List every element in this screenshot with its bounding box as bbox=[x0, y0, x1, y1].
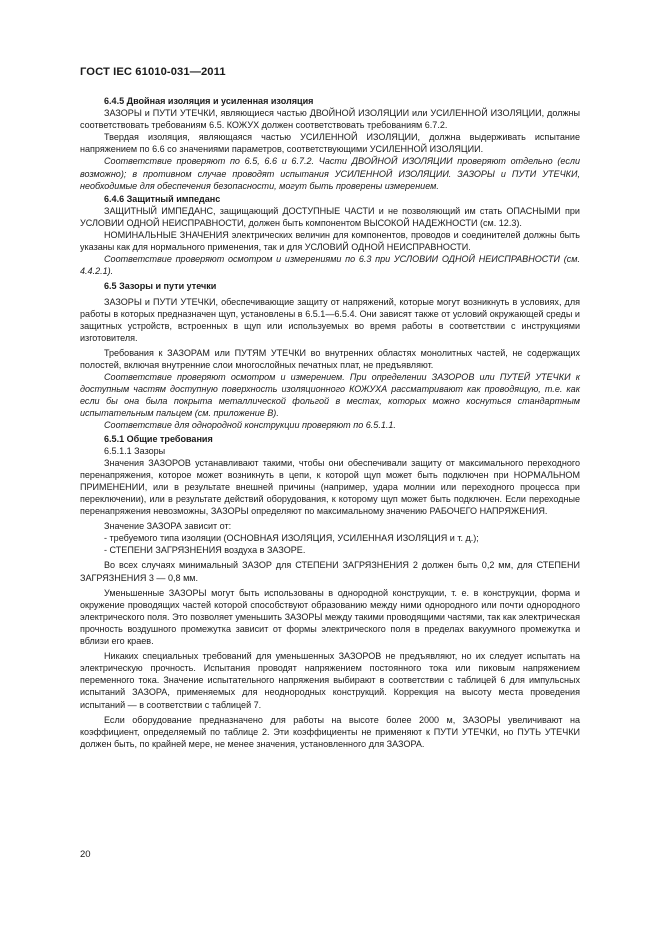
compliance-note: Соответствие проверяют по 6.5, 6.6 и 6.7.2. Части ДВОЙНОЙ ИЗОЛЯЦИИ проверяют отдельно (если возможно); в противном случае проводят испытания УСИЛЕННОЙ ИЗОЛЯЦИИ. ЗАЗОРЫ и ПУТИ УТЕЧКИ, необходимые для обеспечения безопасности, могут быть проверены измерением. bbox=[80, 156, 580, 191]
heading-6-4-6: 6.4.6 Защитный импеданс bbox=[104, 193, 221, 204]
document-body bbox=[80, 94, 580, 750]
heading-6-5: 6.5 Зазоры и пути утечки bbox=[104, 281, 217, 292]
paragraph: Значения ЗАЗОРОВ устанавливают такими, чтобы они обеспечивали защиту от максимального переходного перенапряжения, которое может возникнуть в цепи, к которой щуп может быть подключен при НОРМАЛЬНОМ ПРИМЕНЕНИИ, или в результате внешней причины (например, удара молнии или переходного процесса при переключении), или в результате действий оборудования, к которому щуп может быть подключен. Если переходные перенапряжения невозможны, ЗАЗОРЫ определяют по максимальному значению РАБОЧЕГО НАПРЯЖЕНИЯ. bbox=[80, 457, 580, 517]
compliance-note: Соответствие для однородной конструкции проверяют по 6.5.1.1. bbox=[104, 420, 396, 431]
paragraph: ЗАЗОРЫ и ПУТИ УТЕЧКИ, являющиеся частью ДВОЙНОЙ ИЗОЛЯЦИИ или УСИЛЕННОЙ ИЗОЛЯЦИИ, должны соответствовать требованиям 6.5. КОЖУХ должен соответствовать требованиям 6.7.2. bbox=[80, 108, 580, 131]
page-header: ГОСТ IEC 61010-031—2011 bbox=[80, 66, 226, 78]
list-item: - СТЕПЕНИ ЗАГРЯЗНЕНИЯ воздуха в ЗАЗОРЕ. bbox=[104, 545, 306, 556]
paragraph: Уменьшенные ЗАЗОРЫ могут быть использованы в однородной конструкции, т. е. в конструкции, форма и окружение проводящих частей которой способствуют образованию между ними однородного или почти однородного электрического поля. Это позволяет уменьшить ЗАЗОРЫ между такими проводящими частями, так как электрическая прочность воздушного промежутка зависит от формы электрического поля в пределах вакуумного промежутка и вблизи его краев. bbox=[80, 587, 580, 647]
compliance-note: Соответствие проверяют осмотром и измерениями по 6.3 при УСЛОВИИ ОДНОЙ НЕИСПРАВНОСТИ (см. 4.4.2.1). bbox=[80, 254, 580, 277]
paragraph: ЗАЗОРЫ и ПУТИ УТЕЧКИ, обеспечивающие защиту от напряжений, которые могут возникнуть в условиях, для работы в которых предназначен щуп, установлены в 6.5.1—6.5.4. Они зависят также от условий окружающей среды и защитных устройств, встроенных в щуп или используемых во время работы в соответствии с инструкциями изготовителя. bbox=[80, 296, 580, 343]
paragraph: Во всех случаях минимальный ЗАЗОР для СТЕПЕНИ ЗАГРЯЗНЕНИЯ 2 должен быть 0,2 мм, для СТЕПЕНИ ЗАГРЯЗНЕНИЯ 3 — 0,8 мм. bbox=[80, 560, 580, 583]
subheading-6-5-1-1: 6.5.1.1 Зазоры bbox=[104, 445, 166, 456]
page-number: 20 bbox=[80, 849, 91, 860]
list-item: - требуемого типа изоляции (ОСНОВНАЯ ИЗОЛЯЦИЯ, УСИЛЕННАЯ ИЗОЛЯЦИЯ и т. д.); bbox=[104, 533, 479, 544]
paragraph: ЗАЩИТНЫЙ ИМПЕДАНС, защищающий ДОСТУПНЫЕ ЧАСТИ и не позволяющий им стать ОПАСНЫМИ при УСЛОВИИ ОДНОЙ НЕИСПРАВНОСТИ, должен быть компонентом ВЫСОКОЙ НАДЕЖНОСТИ (см. 12.3). bbox=[80, 205, 580, 228]
paragraph: Никаких специальных требований для уменьшенных ЗАЗОРОВ не предъявляют, но их следует испытать на электрическую прочность. Испытания проводят напряжением постоянного тока или пиковым напряжением переменного тока. Значение испытательного напряжения выбирают в соответствии с таблицей 6 для импульсных испытаний ЗАЗОРА, применяемых для неоднородных конструкций. Коррекция на высоту места проведения испытаний — в соответствии с таблицей 7. bbox=[80, 651, 580, 710]
heading-6-4-5: 6.4.5 Двойная изоляция и усиленная изоляция bbox=[104, 96, 314, 106]
paragraph: Значение ЗАЗОРА зависит от: bbox=[104, 521, 232, 532]
paragraph: Твердая изоляция, являющаяся частью УСИЛЕННОЙ ИЗОЛЯЦИИ, должна выдерживать испытание напряжением по 6.6 со значениями параметров, соответствующими УСИЛЕННОЙ ИЗОЛЯЦИИ. bbox=[80, 132, 580, 155]
heading-6-5-1: 6.5.1 Общие требования bbox=[104, 433, 213, 444]
paragraph: НОМИНАЛЬНЫЕ ЗНАЧЕНИЯ электрических величин для компонентов, проводов и соединителей должны быть указаны как для нормального применения, так и для УСЛОВИЙ ОДНОЙ НЕИСПРАВНОСТИ. bbox=[80, 230, 580, 253]
paragraph: Если оборудование предназначено для работы на высоте более 2000 м, ЗАЗОРЫ увеличивают на коэффициент, определяемый по таблице 2. Эти коэффициенты не применяют к ПУТИ УТЕЧКИ, но ПУТЬ УТЕЧКИ должен быть, по крайней мере, не менее значения, установленного для ЗАЗОРА. bbox=[80, 714, 580, 749]
compliance-note: Соответствие проверяют осмотром и измерением. При определении ЗАЗОРОВ или ПУТЕЙ УТЕЧКИ к доступным частям доступную поверхность изоляционного КОЖУХА рассматривают как проводящую, т.е. как если бы она была покрыта металлической фольгой в местах, которых можно коснуться стандартным испытательным пальцем (см. приложение В). bbox=[80, 372, 580, 419]
paragraph: Требования к ЗАЗОРАМ или ПУТЯМ УТЕЧКИ во внутренних областях монолитных частей, не содержащих полостей, включая внутренние слои многослойных печатных плат, не предъявляют. bbox=[80, 347, 580, 370]
